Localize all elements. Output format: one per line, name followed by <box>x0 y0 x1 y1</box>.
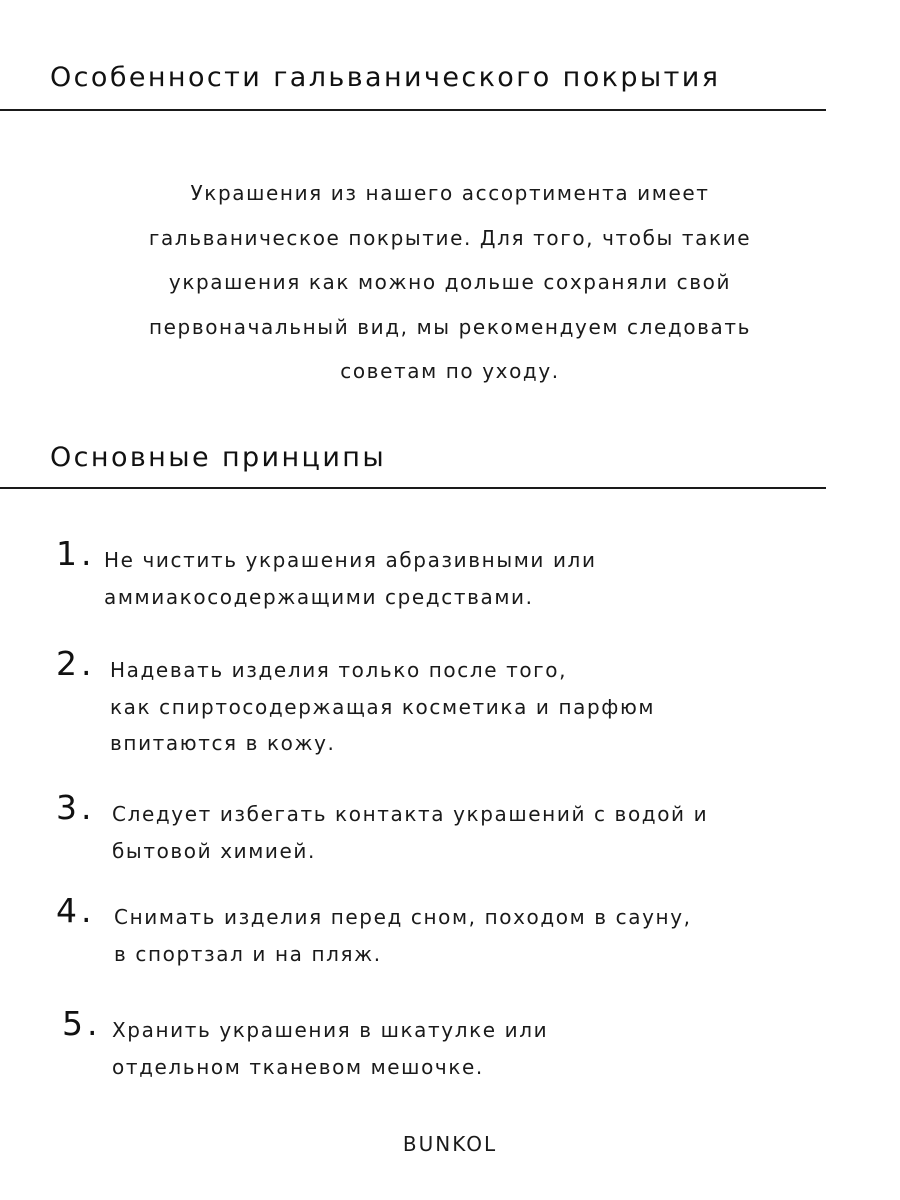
intro-line: советам по уходу. <box>340 359 560 383</box>
principle-text <box>104 542 597 615</box>
features-heading: Особенности гальванического покрытия <box>50 62 721 93</box>
principle-line: Не чистить украшения абразивными или <box>104 548 597 572</box>
principle-number: 3. <box>56 788 96 827</box>
principles-divider <box>0 487 826 489</box>
principle-line: бытовой химией. <box>112 838 316 863</box>
intro-paragraph <box>40 171 860 394</box>
principle-line: Снимать изделия перед сном, походом в сауну, <box>114 905 692 929</box>
principle-number: 5. <box>62 1004 102 1043</box>
principle-line: как спиртосодержащая косметика и парфюм <box>110 694 656 719</box>
principle-line: Хранить украшения в шкатулке или <box>112 1018 549 1042</box>
principle-line: Следует избегать контакта украшений с водой и <box>112 802 709 826</box>
principle-text <box>114 899 692 972</box>
intro-line: украшения как можно дольше сохраняли свой <box>168 270 732 294</box>
principle-line: в спортзал и на пляж. <box>114 941 382 966</box>
intro-line: Украшения из нашего ассортимента имеет <box>190 181 710 205</box>
principle-line: впитаются в кожу. <box>110 731 336 755</box>
principle-line: аммиакосодержащими средствами. <box>104 584 534 609</box>
principle-number: 2. <box>56 644 96 683</box>
brand-name: BUNKOL <box>402 1132 498 1156</box>
principle-text <box>112 796 708 869</box>
intro-line: гальваническое покрытие. Для того, чтобы такие <box>148 225 752 250</box>
features-divider <box>0 109 826 111</box>
principle-number: 4. <box>56 891 96 930</box>
intro-line: первоначальный вид, мы рекомендуем следовать <box>148 314 752 339</box>
principle-line: отдельном тканевом мешочке. <box>112 1054 484 1079</box>
principle-text <box>110 652 655 762</box>
principle-number: 1. <box>56 534 96 573</box>
principle-text <box>112 1012 548 1085</box>
principles-heading: Основные принципы <box>50 442 387 473</box>
principle-line: Надевать изделия только после того, <box>110 658 568 682</box>
